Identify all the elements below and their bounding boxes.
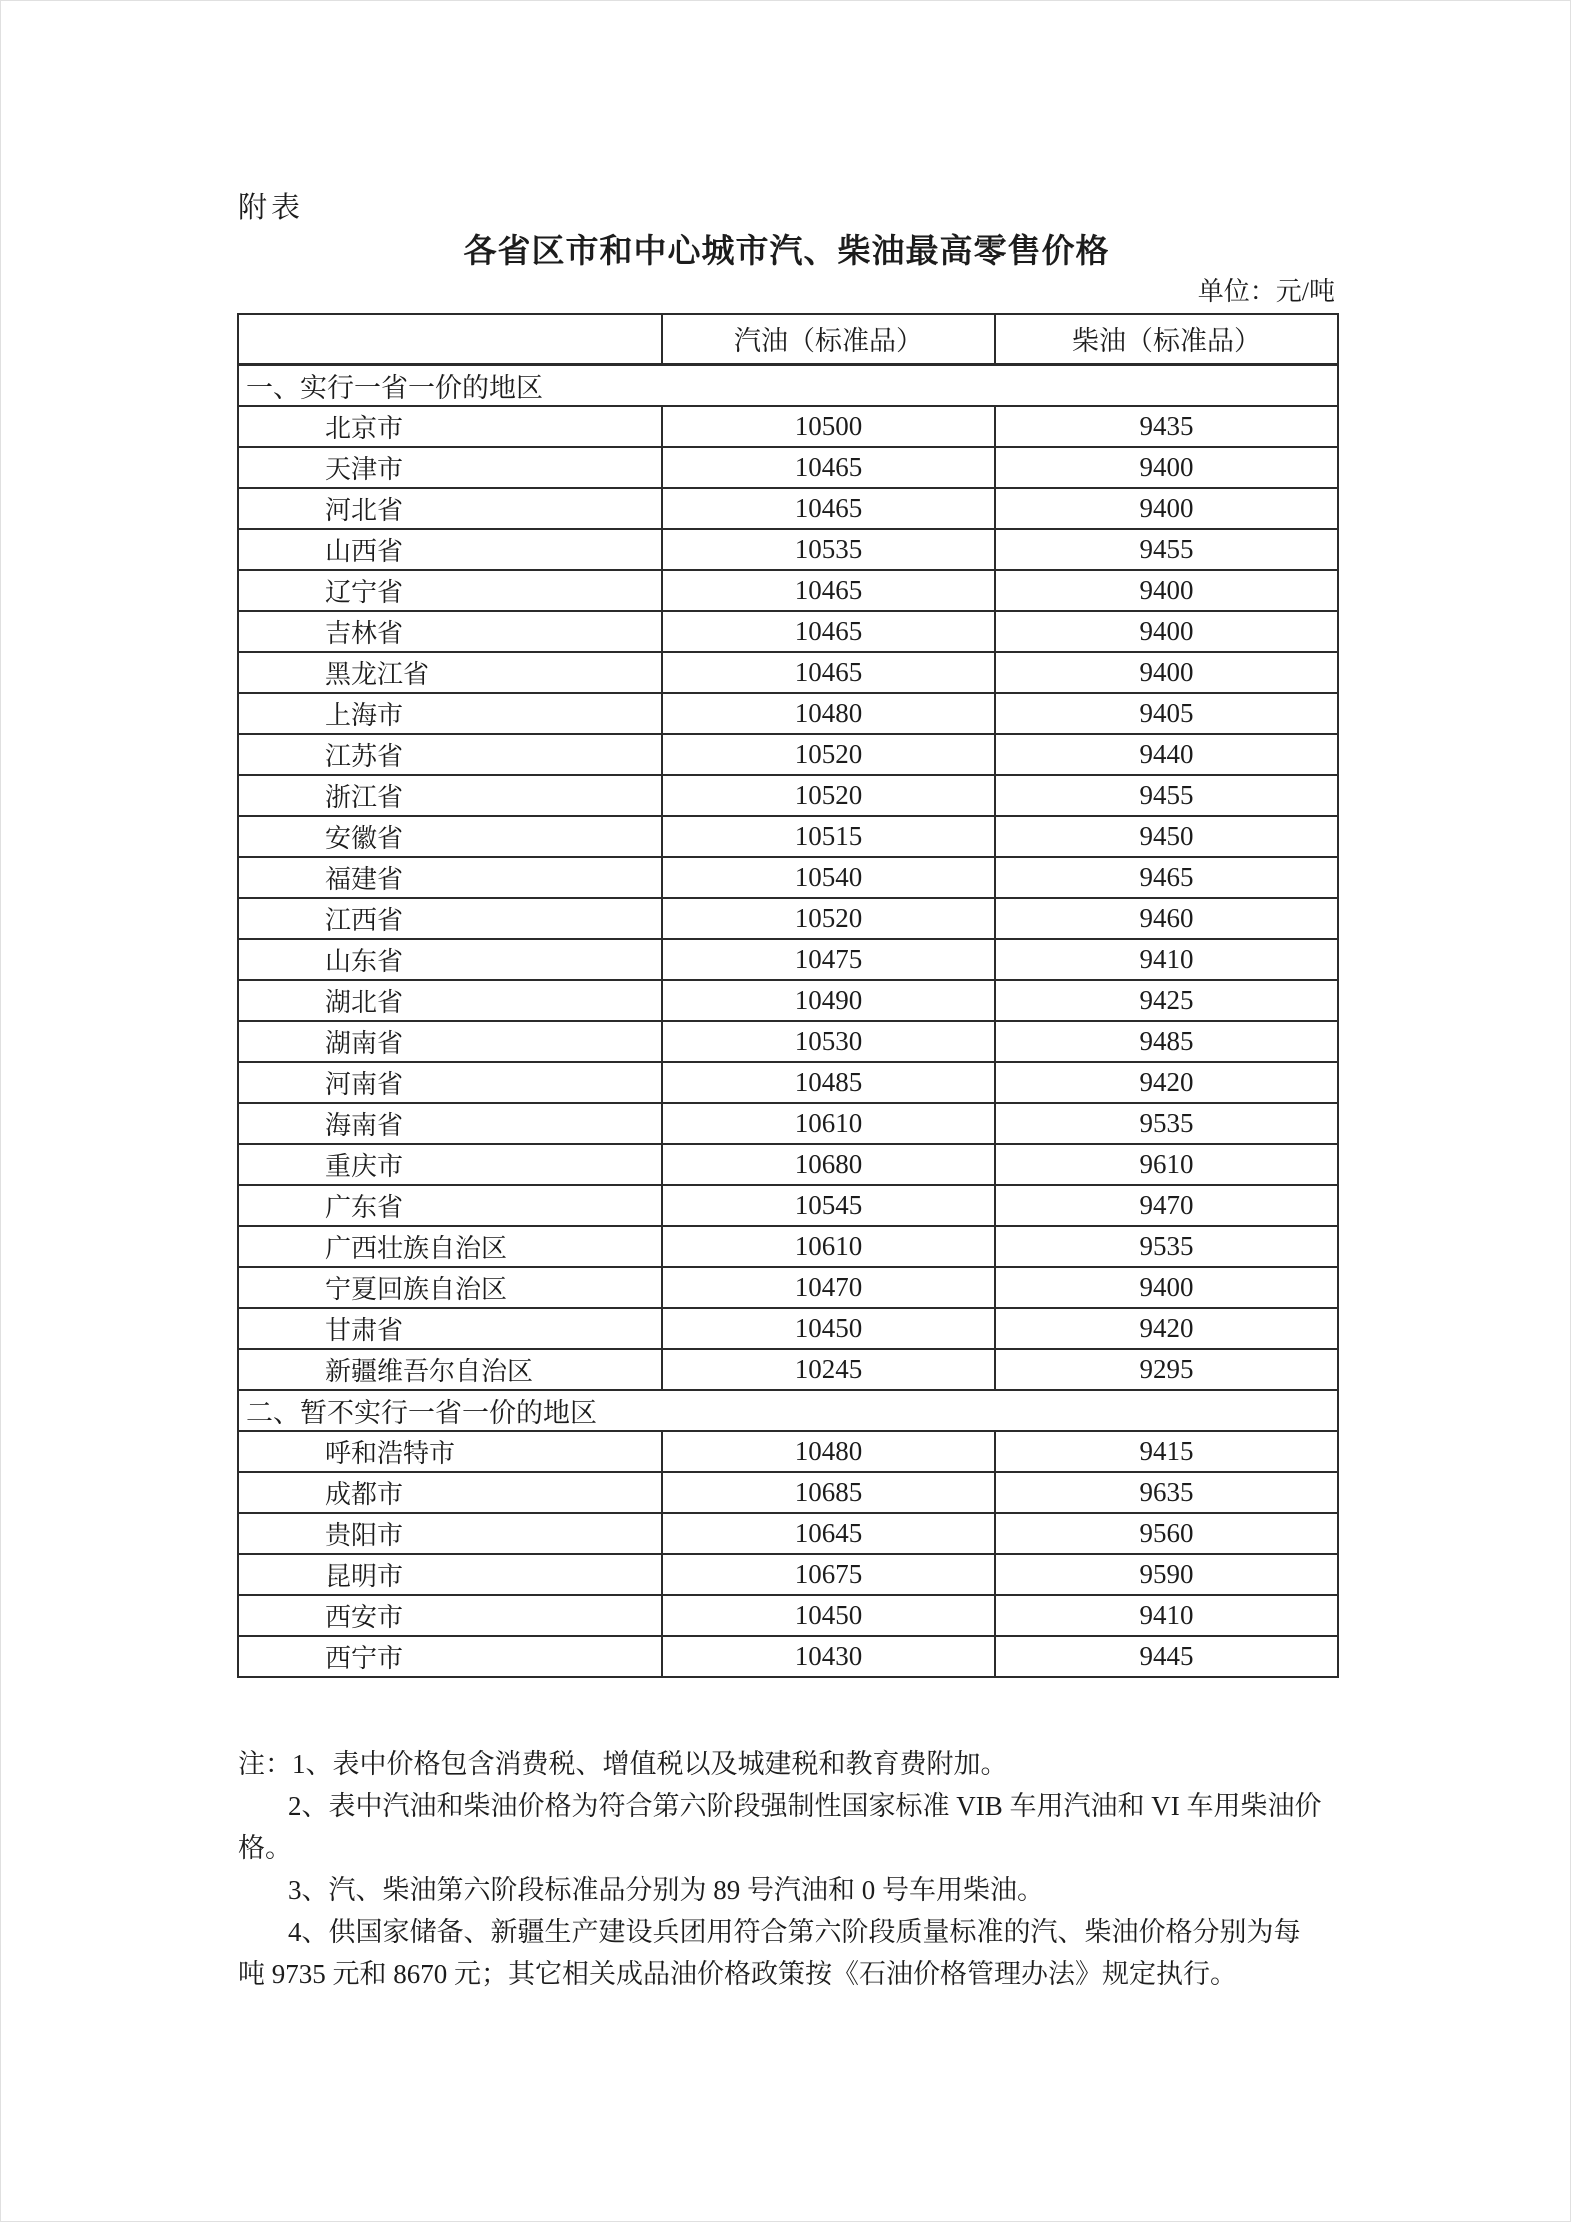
table-row xyxy=(238,898,1338,939)
region-name-cell: 辽宁省 xyxy=(238,570,662,611)
table-row xyxy=(238,611,1338,652)
table-row xyxy=(238,1185,1338,1226)
region-name-cell: 湖南省 xyxy=(238,1021,662,1062)
diesel-price-cell: 9445 xyxy=(995,1636,1338,1677)
region-name-cell: 山东省 xyxy=(238,939,662,980)
region-name-cell: 黑龙江省 xyxy=(238,652,662,693)
section-header-row xyxy=(238,364,1338,406)
diesel-price-cell: 9400 xyxy=(995,611,1338,652)
note-line: 格。 xyxy=(238,1833,292,1863)
table-row xyxy=(238,1144,1338,1185)
table-row xyxy=(238,488,1338,529)
diesel-price-cell: 9415 xyxy=(995,1431,1338,1472)
region-name-cell: 海南省 xyxy=(238,1103,662,1144)
header-row xyxy=(238,314,1338,364)
region-name-cell: 西安市 xyxy=(238,1595,662,1636)
table-row xyxy=(238,1103,1338,1144)
diesel-price-cell: 9400 xyxy=(995,488,1338,529)
col-header-region xyxy=(238,314,662,364)
diesel-price-cell: 9425 xyxy=(995,980,1338,1021)
gasoline-price-cell: 10610 xyxy=(662,1103,995,1144)
note-line: 注：1、表中价格包含消费税、增值税以及城建税和教育费附加。 xyxy=(238,1749,1008,1779)
table-row xyxy=(238,570,1338,611)
region-name-cell: 昆明市 xyxy=(238,1554,662,1595)
region-name-cell: 江西省 xyxy=(238,898,662,939)
diesel-price-cell: 9535 xyxy=(995,1226,1338,1267)
gasoline-price-cell: 10500 xyxy=(662,406,995,447)
unit-label: 单位：元/吨 xyxy=(1197,277,1335,306)
gasoline-price-cell: 10675 xyxy=(662,1554,995,1595)
table-row xyxy=(238,529,1338,570)
gasoline-price-cell: 10680 xyxy=(662,1144,995,1185)
table-row xyxy=(238,775,1338,816)
diesel-price-cell: 9455 xyxy=(995,529,1338,570)
region-name-cell: 新疆维吾尔自治区 xyxy=(238,1349,662,1390)
table-row xyxy=(238,1431,1338,1472)
gasoline-price-cell: 10245 xyxy=(662,1349,995,1390)
region-name-cell: 吉林省 xyxy=(238,611,662,652)
diesel-price-cell: 9410 xyxy=(995,939,1338,980)
diesel-price-cell: 9410 xyxy=(995,1595,1338,1636)
diesel-price-cell: 9535 xyxy=(995,1103,1338,1144)
gasoline-price-cell: 10465 xyxy=(662,611,995,652)
diesel-price-cell: 9440 xyxy=(995,734,1338,775)
diesel-price-cell: 9420 xyxy=(995,1062,1338,1103)
region-name-cell: 贵阳市 xyxy=(238,1513,662,1554)
table-row xyxy=(238,1513,1338,1554)
region-name-cell: 呼和浩特市 xyxy=(238,1431,662,1472)
price-table-container xyxy=(237,313,1337,1678)
region-name-cell: 天津市 xyxy=(238,447,662,488)
gasoline-price-cell: 10470 xyxy=(662,1267,995,1308)
table-row xyxy=(238,693,1338,734)
price-table-head xyxy=(238,314,1338,364)
table-row xyxy=(238,1636,1338,1677)
region-name-cell: 河北省 xyxy=(238,488,662,529)
table-row xyxy=(238,816,1338,857)
table-row xyxy=(238,1595,1338,1636)
col-header-gasoline: 汽油（标准品） xyxy=(662,314,995,364)
region-name-cell: 湖北省 xyxy=(238,980,662,1021)
table-row xyxy=(238,1062,1338,1103)
table-row xyxy=(238,406,1338,447)
gasoline-price-cell: 10465 xyxy=(662,570,995,611)
notes-block xyxy=(238,1743,1342,1995)
region-name-cell: 北京市 xyxy=(238,406,662,447)
diesel-price-cell: 9455 xyxy=(995,775,1338,816)
diesel-price-cell: 9435 xyxy=(995,406,1338,447)
note-line: 3、汽、柴油第六阶段标准品分别为 89 号汽油和 0 号车用柴油。 xyxy=(288,1875,1044,1905)
diesel-price-cell: 9400 xyxy=(995,652,1338,693)
diesel-price-cell: 9405 xyxy=(995,693,1338,734)
region-name-cell: 重庆市 xyxy=(238,1144,662,1185)
region-name-cell: 上海市 xyxy=(238,693,662,734)
gasoline-price-cell: 10475 xyxy=(662,939,995,980)
region-name-cell: 宁夏回族自治区 xyxy=(238,1267,662,1308)
region-name-cell: 西宁市 xyxy=(238,1636,662,1677)
table-row xyxy=(238,939,1338,980)
diesel-price-cell: 9485 xyxy=(995,1021,1338,1062)
region-name-cell: 广西壮族自治区 xyxy=(238,1226,662,1267)
gasoline-price-cell: 10535 xyxy=(662,529,995,570)
gasoline-price-cell: 10530 xyxy=(662,1021,995,1062)
gasoline-price-cell: 10645 xyxy=(662,1513,995,1554)
region-name-cell: 山西省 xyxy=(238,529,662,570)
note-line: 2、表中汽油和柴油价格为符合第六阶段强制性国家标准 VIB 车用汽油和 VI 车用柴油价 xyxy=(288,1791,1322,1821)
table-row xyxy=(238,857,1338,898)
table-row xyxy=(238,980,1338,1021)
page-title: 各省区市和中心城市汽、柴油最高零售价格 xyxy=(463,232,1110,269)
gasoline-price-cell: 10520 xyxy=(662,898,995,939)
table-row xyxy=(238,1226,1338,1267)
diesel-price-cell: 9400 xyxy=(995,570,1338,611)
price-table xyxy=(237,313,1339,1678)
table-row xyxy=(238,734,1338,775)
col-header-diesel: 柴油（标准品） xyxy=(995,314,1338,364)
gasoline-price-cell: 10450 xyxy=(662,1595,995,1636)
diesel-price-cell: 9400 xyxy=(995,447,1338,488)
diesel-price-cell: 9450 xyxy=(995,816,1338,857)
gasoline-price-cell: 10485 xyxy=(662,1062,995,1103)
gasoline-price-cell: 10520 xyxy=(662,775,995,816)
region-name-cell: 江苏省 xyxy=(238,734,662,775)
region-name-cell: 福建省 xyxy=(238,857,662,898)
table-row xyxy=(238,447,1338,488)
table-row xyxy=(238,1472,1338,1513)
gasoline-price-cell: 10520 xyxy=(662,734,995,775)
table-row xyxy=(238,1554,1338,1595)
gasoline-price-cell: 10685 xyxy=(662,1472,995,1513)
table-row xyxy=(238,1308,1338,1349)
diesel-price-cell: 9590 xyxy=(995,1554,1338,1595)
note-line: 吨 9735 元和 8670 元；其它相关成品油价格政策按《石油价格管理办法》规定执行。 xyxy=(238,1959,1237,1989)
gasoline-price-cell: 10490 xyxy=(662,980,995,1021)
gasoline-price-cell: 10465 xyxy=(662,488,995,529)
diesel-price-cell: 9460 xyxy=(995,898,1338,939)
gasoline-price-cell: 10465 xyxy=(662,652,995,693)
region-name-cell: 甘肃省 xyxy=(238,1308,662,1349)
table-row xyxy=(238,1267,1338,1308)
gasoline-price-cell: 10450 xyxy=(662,1308,995,1349)
region-name-cell: 浙江省 xyxy=(238,775,662,816)
section-header-row xyxy=(238,1390,1338,1431)
annex-label: 附表 xyxy=(238,192,305,224)
gasoline-price-cell: 10610 xyxy=(662,1226,995,1267)
gasoline-price-cell: 10540 xyxy=(662,857,995,898)
diesel-price-cell: 9560 xyxy=(995,1513,1338,1554)
table-row xyxy=(238,1021,1338,1062)
region-name-cell: 安徽省 xyxy=(238,816,662,857)
price-table-body xyxy=(238,364,1338,1677)
gasoline-price-cell: 10515 xyxy=(662,816,995,857)
diesel-price-cell: 9420 xyxy=(995,1308,1338,1349)
diesel-price-cell: 9635 xyxy=(995,1472,1338,1513)
section-header-label: 一、实行一省一价的地区 xyxy=(238,364,1338,406)
diesel-price-cell: 9400 xyxy=(995,1267,1338,1308)
gasoline-price-cell: 10480 xyxy=(662,693,995,734)
gasoline-price-cell: 10430 xyxy=(662,1636,995,1677)
diesel-price-cell: 9470 xyxy=(995,1185,1338,1226)
table-row xyxy=(238,652,1338,693)
gasoline-price-cell: 10465 xyxy=(662,447,995,488)
gasoline-price-cell: 10545 xyxy=(662,1185,995,1226)
note-line: 4、供国家储备、新疆生产建设兵团用符合第六阶段质量标准的汽、柴油价格分别为每 xyxy=(288,1917,1301,1947)
region-name-cell: 成都市 xyxy=(238,1472,662,1513)
table-row xyxy=(238,1349,1338,1390)
diesel-price-cell: 9295 xyxy=(995,1349,1338,1390)
diesel-price-cell: 9610 xyxy=(995,1144,1338,1185)
region-name-cell: 广东省 xyxy=(238,1185,662,1226)
diesel-price-cell: 9465 xyxy=(995,857,1338,898)
region-name-cell: 河南省 xyxy=(238,1062,662,1103)
section-header-label: 二、暂不实行一省一价的地区 xyxy=(238,1390,1338,1431)
gasoline-price-cell: 10480 xyxy=(662,1431,995,1472)
